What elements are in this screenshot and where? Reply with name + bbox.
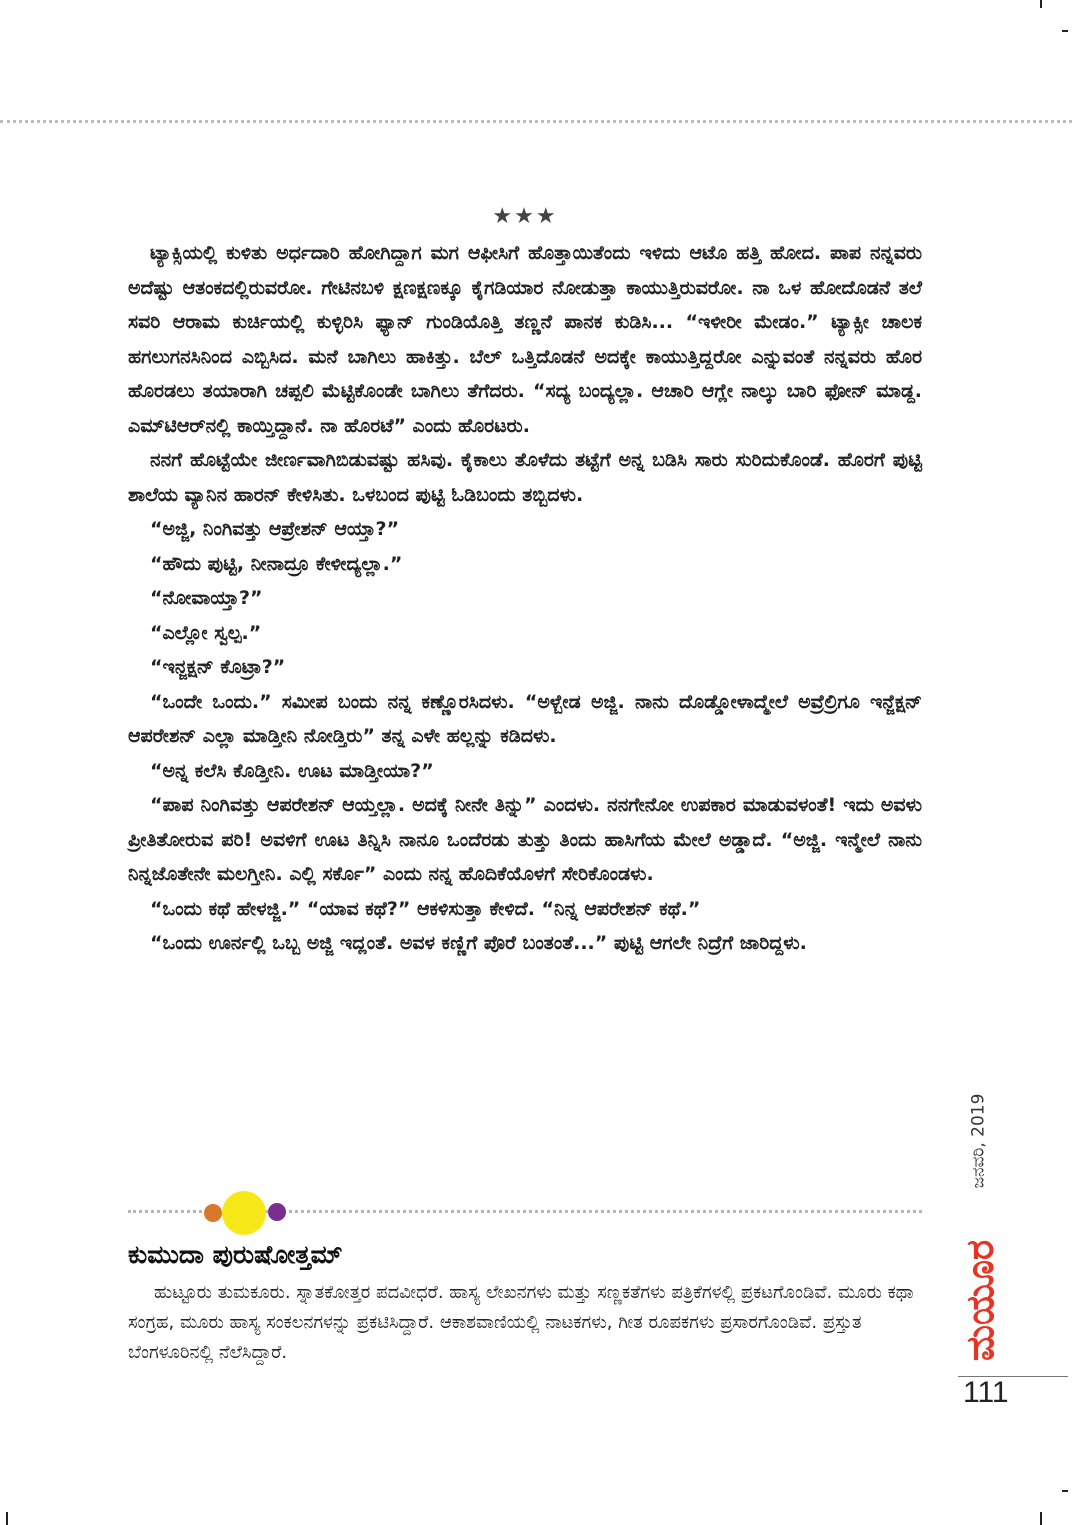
crop-mark (1040, 0, 1042, 8)
yellow-dot (222, 1191, 266, 1235)
section-separator: ★★★ (492, 204, 558, 229)
crop-mark (1040, 1512, 1042, 1525)
crop-mark (1062, 1490, 1068, 1492)
crop-mark (6, 1512, 8, 1525)
story-paragraph: “ನೋವಾಯ್ತಾ?” (150, 587, 263, 609)
magazine-logo (950, 1225, 1012, 1375)
story-paragraph: “ಎಲ್ಲೋ ಸ್ವಲ್ಪ.” (150, 621, 262, 644)
story-paragraph: “ಅಜ್ಜಿ, ನಿಂಗಿವತ್ತು ಆಪ್ರೇಶನ್ ಆಯ್ತಾ?” (150, 518, 400, 540)
magazine-logo-text: ಮಯೂರ (958, 1239, 1003, 1361)
page-number: 111 (963, 1376, 1009, 1409)
issue-date-text: ಜನವರಿ, 2019 (968, 1093, 988, 1189)
author-bio (128, 1278, 918, 1368)
crop-mark (1062, 30, 1068, 32)
story-paragraph: “ಹೌದು ಪುಟ್ಟಿ, ನೀನಾದ್ರೂ ಕೇಳೀದ್ಯಲ್ಲಾ.” (150, 552, 403, 575)
story-paragraph: “ಒಂದು ಕಥೆ ಹೇಳಜ್ಜಿ.” “ಯಾವ ಕಥೆ?” ಆಕಳಿಸುತ್ತಾ ಕೇಳಿದೆ. “ನಿನ್ನ ಆಪರೇಶನ್ ಕಥೆ.” (150, 897, 701, 920)
story-paragraph: ನನಗೆ ಹೊಟ್ಟೆಯೇ ಜೀರ್ಣವಾಗಿಬಿಡುವಷ್ಟು ಹಸಿವು. ಕೈಕಾಲು ತೊಳೆದು ತಟ್ಟೆಗೆ ಅನ್ನ ಬಡಿಸಿ ಸಾರು ಸುರಿದುಕೊಂಡೆ. ಹೊರಗೆ ಪುಟ್ಟಿ ಶಾಲೆಯ ವ್ಯಾನಿನ ಹಾರನ್ ಕೇಳಿಸಿತು. ಒಳಬಂದ ಪುಟ್ಟಿ ಓಡಿಬಂದು ತಬ್ಬಿದಳು. (128, 449, 922, 506)
author-bio-text: ಹುಟ್ಟೂರು ತುಮಕೂರು. ಸ್ನಾತಕೋತ್ತರ ಪದವೀಧರೆ. ಹಾಸ್ಯ ಲೇಖನಗಳು ಮತ್ತು ಸಣ್ಣಕತೆಗಳು ಪತ್ರಿಕೆಗಳಲ್ಲಿ ಪ್ರಕಟಗೊಂಡಿವೆ. ಮೂರು ಕಥಾ ಸಂಗ್ರಹ, ಮೂರು ಹಾಸ್ಯ ಸಂಕಲನಗಳನ್ನು ಪ್ರಕಟಿಸಿದ್ದಾರೆ. ಆಕಾಶವಾಣಿಯಲ್ಲಿ ನಾಟಕಗಳು, ಗೀತ ರೂಪಕಗಳು ಪ್ರಸಾರಗೊಂಡಿವೆ. ಪ್ರಸ್ತುತ ಬೆಂಗಳೂರಿನಲ್ಲಿ ನೆಲೆಸಿದ್ದಾರೆ. (128, 1282, 914, 1363)
story-paragraph: ಟ್ಯಾಕ್ಸಿಯಲ್ಲಿ ಕುಳಿತು ಅರ್ಧದಾರಿ ಹೋಗಿದ್ದಾಗ ಮಗ ಆಫೀಸಿಗೆ ಹೊತ್ತಾಯಿತೆಂದು ಇಳಿದು ಆಟೊ ಹತ್ತಿ ಹೋದ. ಪಾಪ ನನ್ನವರು ಅದೆಷ್ಟು ಆತಂಕದಲ್ಲಿರುವರೋ. ಗೇಟಿನಬಳಿ ಕ್ಷಣಕ್ಷಣಕ್ಕೂ ಕೈಗಡಿಯಾರ ನೋಡುತ್ತಾ ಕಾಯುತ್ತಿರುವರೋ. ನಾ ಒಳ ಹೋದೊಡನೆ ತಲೆ ಸವರಿ ಆರಾಮ ಕುರ್ಚಿಯಲ್ಲಿ ಕುಳ್ಳಿರಿಸಿ ಫ್ಯಾನ್ ಗುಂಡಿಯೊತ್ತಿ ತಣ್ಣನೆ ಪಾನಕ ಕುಡಿಸಿ... “ಇಳೀರೀ ಮೇಡಂ.” ಟ್ಯಾಕ್ಸೀ ಚಾಲಕ ಹಗಲುಗನಸಿನಿಂದ ಎಬ್ಬಿಸಿದ. ಮನೆ ಬಾಗಿಲು ಹಾಕಿತ್ತು. ಬೆಲ್ ಒತ್ತಿದೊಡನೆ ಅದಕ್ಕೇ ಕಾಯುತ್ತಿದ್ದರೋ ಎನ್ನುವಂತೆ ನನ್ನವರು ಹೊರ ಹೊರಡಲು ತಯಾರಾಗಿ ಚಪ್ಪಲಿ ಮೆಟ್ಟಿಕೊಂಡೇ ಬಾಗಿಲು ತೆಗೆದರು. “ಸದ್ಯ ಬಂದ್ಯಲ್ಲಾ. ಆಚಾರಿ ಆಗ್ಲೇ ನಾಲ್ಕು ಬಾರಿ ಫೋನ್ ಮಾಡ್ದ. ಎಮ್‌ಟಿಆರ್‌ನಲ್ಲಿ ಕಾಯ್ತಿದ್ದಾನೆ. ನಾ ಹೊರಟೆ” ಎಂದು ಹೊರಟರು. (128, 242, 922, 437)
issue-date (952, 1076, 1004, 1206)
purple-dot (268, 1203, 286, 1221)
story-paragraph: “ಒಂದು ಊರ್ನಲ್ಲಿ ಒಬ್ಬ ಅಜ್ಜಿ ಇದ್ಲಂತೆ. ಅವಳ ಕಣ್ಣಿಗೆ ಪೊರೆ ಬಂತಂತೆ...” ಪುಟ್ಟಿ ಆಗಲೇ ನಿದ್ರೆಗೆ ಜಾರಿದ್ದಳು. (150, 932, 807, 954)
story-body (128, 236, 922, 961)
story-paragraph: “ಒಂದೇ ಒಂದು.” ಸಮೀಪ ಬಂದು ನನ್ನ ಕಣ್ಣೊರಸಿದಳು. “ಅಳ್ಬೇಡ ಅಜ್ಜಿ. ನಾನು ದೊಡ್ಡೋಳಾದ್ಮೇಲೆ ಅವ್ರೆಲ್ರಿಗೂ ಇನ್ಜೆಕ್ಷನ್ ಆಪರೇಶನ್ ಎಲ್ಲಾ ಮಾಡ್ತೀನಿ ನೋಡ್ತಿರು” ತನ್ನ ಎಳೇ ಹಲ್ಲನ್ನು ಕಡಿದಳು. (128, 690, 922, 747)
story-paragraph: “ಇನ್ಜಕ್ಷನ್ ಕೊಟ್ರಾ?” (150, 656, 286, 678)
author-name: ಕುಮುದಾ ಪುರುಷೋತ್ತಮ್ (128, 1240, 343, 1269)
orange-dot (204, 1204, 222, 1222)
story-paragraph: “ಪಾಪ ನಿಂಗಿವತ್ತು ಆಪರೇಶನ್ ಆಯ್ತಲ್ಲಾ. ಅದಕ್ಕೆ ನೀನೇ ತಿನ್ನು” ಎಂದಳು. ನನಗೇನೋ ಉಪಕಾರ ಮಾಡುವಳಂತೆ! ಇದು ಅವಳು ಪ್ರೀತಿತೋರುವ ಪರಿ! ಅವಳಿಗೆ ಊಟ ತಿನ್ನಿಸಿ ನಾನೂ ಒಂದೆರಡು ತುತ್ತು ತಿಂದು ಹಾಸಿಗೆಯ ಮೇಲೆ ಅಡ್ಡಾದೆ. “ಅಜ್ಜಿ. ಇನ್ಮೇಲೆ ನಾನು ನಿನ್ನಜೊತೇನೇ ಮಲಗ್ತೀನಿ. ಎಲ್ಲಿ ಸರ್ಕೊ” ಎಂದು ನನ್ನ ಹೊದಿಕೆಯೊಳಗೆ ಸೇರಿಕೊಂಡಳು. (128, 794, 922, 885)
top-dotted-rule (0, 120, 1072, 123)
story-paragraph: “ಅನ್ನ ಕಲೆಸಿ ಕೊಡ್ತೀನಿ. ಊಟ ಮಾಡ್ತೀಯಾ?” (150, 759, 434, 782)
